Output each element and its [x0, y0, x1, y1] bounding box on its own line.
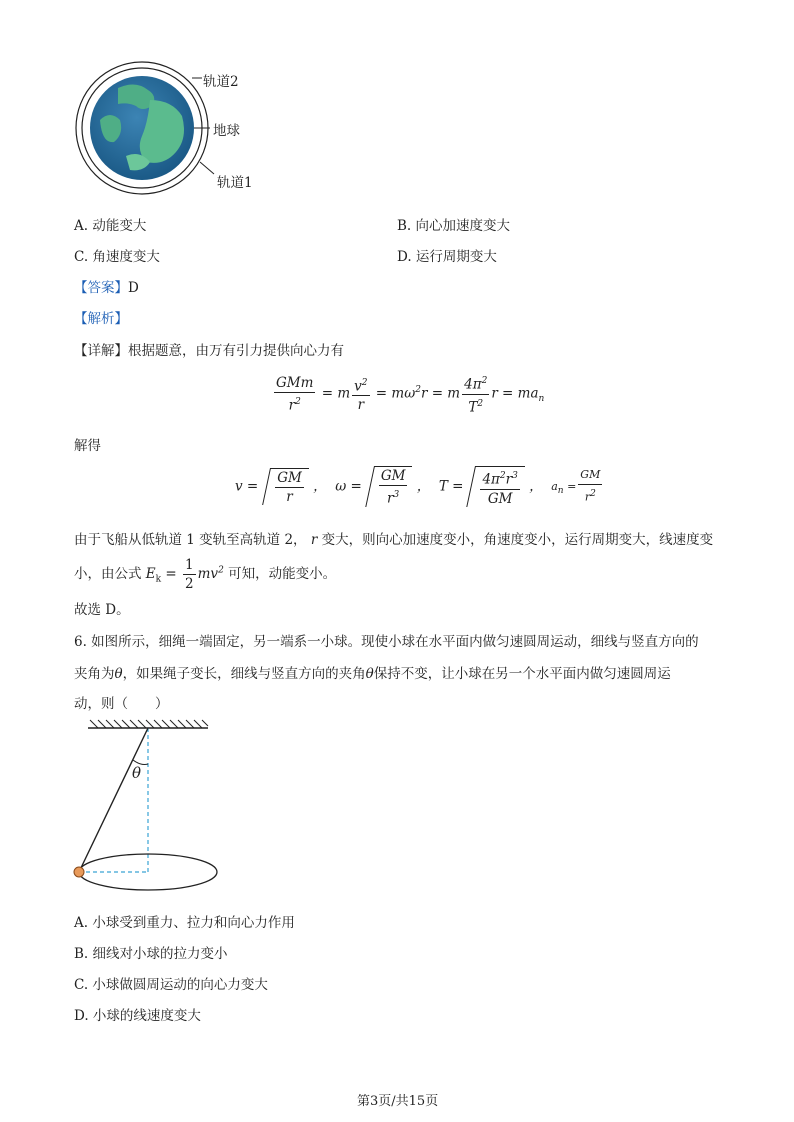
answer-tag: 【答案】 — [74, 280, 128, 296]
q5-option-b[interactable]: B. 向心加速度变大 — [397, 218, 511, 234]
analysis-tag: 【解析】 — [74, 311, 128, 327]
detail-text: 根据题意，由万有引力提供向心力有 — [128, 343, 344, 359]
para1: 由于飞船从低轨道 1 变轨至高轨道 2， r 变大，则向心加速度变小，角速度变小，运行周期变大，线速度变 — [74, 532, 714, 548]
detail-tag: 【详解】 — [74, 343, 128, 359]
answer-line — [74, 276, 139, 296]
theta-label: θ — [132, 764, 142, 782]
q6-line1: 6. 如图所示，细绳一端固定，另一端系一小球。现使小球在水平面内做匀速圆周运动，细线与竖直方向的 — [74, 634, 699, 650]
q6-option-a[interactable]: A. 小球受到重力、拉力和向心力作用 — [74, 915, 295, 931]
conclusion: 故选 D。 — [74, 602, 130, 618]
orbit2-label: 轨道2 — [203, 74, 239, 90]
q5-option-d[interactable]: D. 运行周期变大 — [397, 249, 497, 265]
detail-line — [74, 339, 344, 359]
q5-option-c[interactable]: C. 角速度变大 — [74, 249, 160, 265]
answer-value: D — [128, 280, 139, 296]
page-footer: 第3页/共15页 — [357, 1094, 439, 1109]
pendulum-figure — [70, 716, 230, 891]
q5-option-a[interactable]: A. 动能变大 — [74, 218, 147, 234]
equation-gravity: $\frac{\text{GMm}}{r^2}$ = m $\frac{v^2}{r}$ = $m\omega^2r = m$ $\frac{4\pi^2}{T^2}$ $r = ma_n$ — [272, 372, 544, 416]
q6-line3: 动，则（ ） — [74, 696, 169, 712]
orbit1-label: 轨道1 — [217, 175, 253, 191]
q6-line2: 夹角为θ，如果绳子变长，细线与竖直方向的夹角θ保持不变，让小球在另一个水平面内做匀速圆周运 — [74, 666, 671, 682]
solve-text: 解得 — [74, 438, 101, 454]
q6-option-d[interactable]: D. 小球的线速度变大 — [74, 1008, 201, 1024]
q6-option-b[interactable]: B. 细线对小球的拉力变小 — [74, 946, 228, 962]
para2: 小，由公式 $E_k$ = $\frac{1}{2}$ $mv^2$ 可知，动能变小。 — [74, 557, 337, 592]
q6-option-c[interactable]: C. 小球做圆周运动的向心力变大 — [74, 977, 268, 993]
earth-label: 地球 — [213, 123, 240, 139]
equation-results: v = $\frac{GM}{r}$ ， ω = $\frac{GM}{r^3}$ ， T = $\frac{4\pi^2r^3}{GM}$ ， $a_n$ = $\frac{GM}{r^2}$ — [235, 468, 601, 507]
